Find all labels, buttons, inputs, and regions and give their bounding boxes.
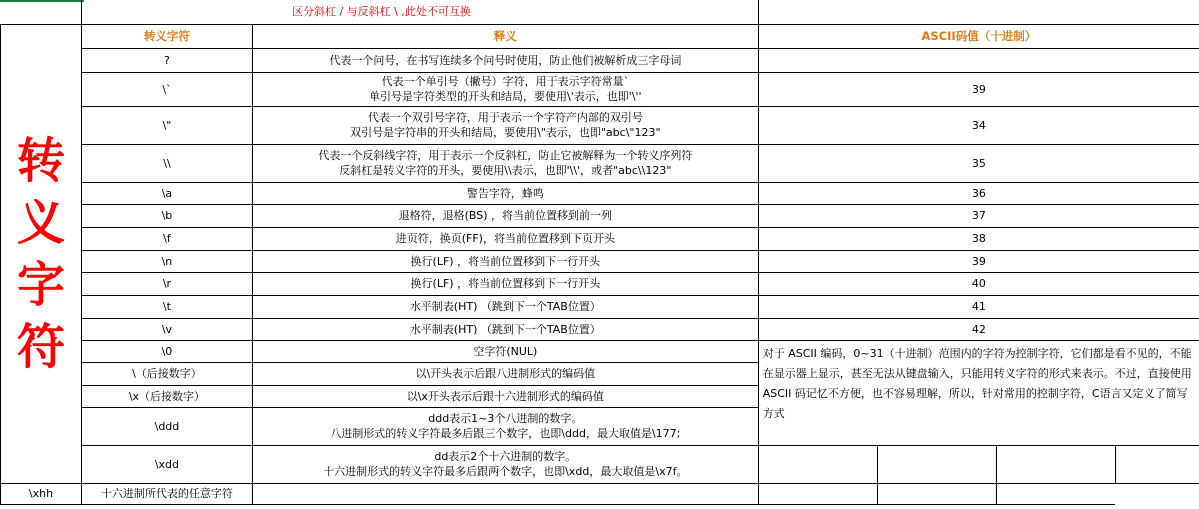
meaning-line: 换行(LF) ，将当前位置移到下一行开头 xyxy=(410,277,601,290)
ascii-value: 34 xyxy=(971,118,986,132)
ascii-value: 39 xyxy=(971,82,986,96)
meaning-cell[interactable] xyxy=(252,362,758,385)
side-title-cell[interactable] xyxy=(1,24,82,483)
ascii-cell[interactable] xyxy=(758,48,1199,72)
escape-cell[interactable] xyxy=(81,250,252,272)
table-row xyxy=(1,72,1199,106)
table-row xyxy=(1,48,1199,72)
meaning-cell[interactable] xyxy=(252,204,758,227)
side-title-char: 转 xyxy=(16,132,65,189)
meaning-cell[interactable] xyxy=(252,385,758,407)
ascii-value: 40 xyxy=(971,277,986,290)
header-meaning[interactable] xyxy=(252,24,758,48)
ascii-cell[interactable] xyxy=(758,72,1199,106)
meaning-line: 反斜杠是转义字符的开头，要使用\\表示，也即'\\'，或者"abc\\123" xyxy=(339,164,672,177)
meaning-cell[interactable] xyxy=(252,445,758,483)
meaning-cell[interactable] xyxy=(252,340,758,362)
meaning-cell[interactable] xyxy=(252,272,758,295)
ascii-cell[interactable] xyxy=(758,250,1199,272)
table-row xyxy=(1,250,1199,272)
meaning-line: 警告字符，蜂鸣 xyxy=(466,186,544,200)
escape-cell[interactable] xyxy=(81,318,252,340)
meaning-cell[interactable] xyxy=(252,295,758,318)
ascii-value: 42 xyxy=(971,322,986,336)
meaning-line: ddd表示1~3个八进制的数字。 xyxy=(428,412,583,425)
ascii-cell[interactable] xyxy=(758,204,1199,227)
empty-cell[interactable] xyxy=(252,483,758,504)
escape-cell[interactable] xyxy=(81,48,252,72)
escape-text: \v xyxy=(161,322,173,336)
escape-text: \xhh xyxy=(28,487,54,500)
meaning-line: 八进制形式的转义字符最多后跟三个数字，也即\ddd，最大取值是\177; xyxy=(330,427,681,440)
empty-cell[interactable] xyxy=(996,445,1115,483)
empty-cell[interactable] xyxy=(996,483,1115,504)
table-row xyxy=(1,106,1199,144)
meaning-line: 十六进制形式的转义字符最多后跟两个数字，也即\xdd，最大取值是\x7f。 xyxy=(323,465,688,478)
ascii-value: 38 xyxy=(971,232,986,245)
ascii-value: 39 xyxy=(971,254,986,268)
side-title-char: 义 xyxy=(16,194,65,251)
table-row xyxy=(1,340,1199,362)
ascii-cell[interactable] xyxy=(758,182,1199,204)
meaning-cell[interactable] xyxy=(252,227,758,250)
escape-text: \0 xyxy=(161,344,173,358)
escape-cell[interactable] xyxy=(81,106,252,144)
table-row xyxy=(1,144,1199,182)
meaning-line: 换行(LF) ，将当前位置移到下一行开头 xyxy=(410,254,601,268)
meaning-line: 双引号是字符串的开头和结局，要使用\"表示，也即"abc\"123" xyxy=(350,126,661,139)
ascii-cell[interactable] xyxy=(758,144,1199,182)
header-escape[interactable] xyxy=(81,24,252,48)
escape-text: \ddd xyxy=(154,419,180,433)
side-title-char: 符 xyxy=(16,318,65,375)
ascii-cell[interactable] xyxy=(758,106,1199,144)
meaning-cell[interactable] xyxy=(252,144,758,182)
meaning-line: 以\开头表示后跟八进制形式的编码值 xyxy=(415,367,596,380)
ascii-cell[interactable] xyxy=(758,227,1199,250)
ascii-cell[interactable] xyxy=(758,272,1199,295)
meaning-cell[interactable] xyxy=(252,72,758,106)
escape-cell[interactable] xyxy=(81,227,252,250)
escape-cell[interactable] xyxy=(81,204,252,227)
header-meaning-label: 释义 xyxy=(493,28,517,43)
meaning-line: 空字符(NUL) xyxy=(473,344,538,358)
ascii-value: 35 xyxy=(971,156,986,170)
table-row xyxy=(1,272,1199,295)
table-row xyxy=(1,445,1199,483)
table-row xyxy=(1,182,1199,204)
escape-text: \x（后接数字） xyxy=(128,389,206,403)
escape-cell[interactable] xyxy=(81,340,252,362)
escape-text: \\ xyxy=(163,156,171,170)
meaning-cell[interactable] xyxy=(252,106,758,144)
note-cell[interactable] xyxy=(758,340,1199,445)
meaning-line: dd表示2个十六进制的数字。 xyxy=(434,450,577,463)
header-escape-label: 转义字符 xyxy=(143,28,190,43)
ascii-value: 37 xyxy=(971,209,986,222)
meaning-line: 十六进制所代表的任意字符 xyxy=(100,487,233,500)
escape-text: \n xyxy=(161,254,173,268)
meaning-line: 代表一个单引号（撇号）字符，用于表示字符常量` xyxy=(381,75,630,88)
escape-text: \" xyxy=(162,118,172,132)
meaning-line: 代表一个反斜线字符，用于表示一个反斜杠，防止它被解释为一个转义序列符 xyxy=(318,149,693,162)
meaning-line: 退格符，退格(BS) ，将当前位置移到前一列 xyxy=(398,209,613,222)
meaning-line: 进页符，换页(FF)，将当前位置移到下页开头 xyxy=(395,232,615,245)
meaning-cell[interactable] xyxy=(252,250,758,272)
escape-cell[interactable] xyxy=(81,445,252,483)
table-row xyxy=(1,318,1199,340)
escape-text: \t xyxy=(162,300,171,313)
escape-cell[interactable] xyxy=(81,144,252,182)
escape-text: \f xyxy=(163,232,171,245)
empty-cell[interactable] xyxy=(877,445,996,483)
meaning-cell[interactable] xyxy=(81,483,252,504)
meaning-line: 水平制表(HT) （跳到下一个TAB位置） xyxy=(409,300,601,313)
escape-text: \xdd xyxy=(154,457,180,471)
meaning-line: 单引号是字符类型的开头和结局，要使用\'表示，也即'\'' xyxy=(369,90,642,103)
meaning-line: 水平制表(HT) （跳到下一个TAB位置） xyxy=(409,322,601,336)
escape-text: \（后接数字） xyxy=(132,367,202,380)
ascii-cell[interactable] xyxy=(758,295,1199,318)
escape-text: \a xyxy=(161,186,173,200)
escape-text: \b xyxy=(161,209,173,222)
escape-text: ? xyxy=(164,53,170,67)
escape-cell[interactable] xyxy=(81,385,252,407)
table-row xyxy=(1,204,1199,227)
meaning-cell[interactable] xyxy=(252,48,758,72)
escape-cell[interactable] xyxy=(1,483,82,504)
meaning-cell[interactable] xyxy=(252,407,758,445)
empty-cell[interactable] xyxy=(1115,445,1199,483)
meaning-line: 代表一个双引号字符，用于表示一个字符产内部的双引号 xyxy=(367,111,643,124)
table-row xyxy=(1,227,1199,250)
ascii-cell[interactable] xyxy=(758,318,1199,340)
header-ascii[interactable] xyxy=(758,24,1199,48)
header-ascii-label: ASCII码值（十进制） xyxy=(921,28,1037,43)
ascii-value: 41 xyxy=(971,300,986,313)
escape-cell[interactable] xyxy=(81,407,252,445)
empty-cell[interactable] xyxy=(877,483,996,504)
empty-cell[interactable] xyxy=(758,445,877,483)
note-text: 对于 ASCII 编码，0~31（十进制）范围内的字符为控制字符，它们都是看不见的，不能在显示器上显示，甚至无法从键盘输入，只能用转义字符的形式来表示。不过，直接使用 ASCII 码记忆不方便，也不容易理解，所以，针对常用的控制字符，C语言又定义了简写方式 xyxy=(762,346,1192,420)
empty-cell[interactable] xyxy=(758,483,877,504)
escape-cell[interactable] xyxy=(81,182,252,204)
banner-cell[interactable] xyxy=(81,0,758,24)
meaning-line: 以\x开头表示后跟十六进制形式的编码值 xyxy=(406,389,604,403)
table-row xyxy=(1,483,1199,504)
empty-cell[interactable] xyxy=(758,0,1199,24)
meaning-cell[interactable] xyxy=(252,318,758,340)
table-row xyxy=(1,295,1199,318)
meaning-line: 代表一个问号，在书写连续多个问号时使用，防止他们被解析成三字母词 xyxy=(329,53,682,67)
escape-text: \` xyxy=(162,82,172,96)
banner-text: 区分斜杠 / 与反斜杠 \ ,此处不可互换 xyxy=(291,5,471,19)
escape-cell[interactable] xyxy=(81,72,252,106)
ascii-value: 36 xyxy=(971,186,986,200)
escape-cell[interactable] xyxy=(81,362,252,385)
meaning-cell[interactable] xyxy=(252,182,758,204)
corner-cell[interactable] xyxy=(1,0,82,24)
escape-cell[interactable] xyxy=(81,272,252,295)
escape-cell[interactable] xyxy=(81,295,252,318)
escape-text: \r xyxy=(162,277,172,290)
side-title-char: 字 xyxy=(16,256,65,313)
